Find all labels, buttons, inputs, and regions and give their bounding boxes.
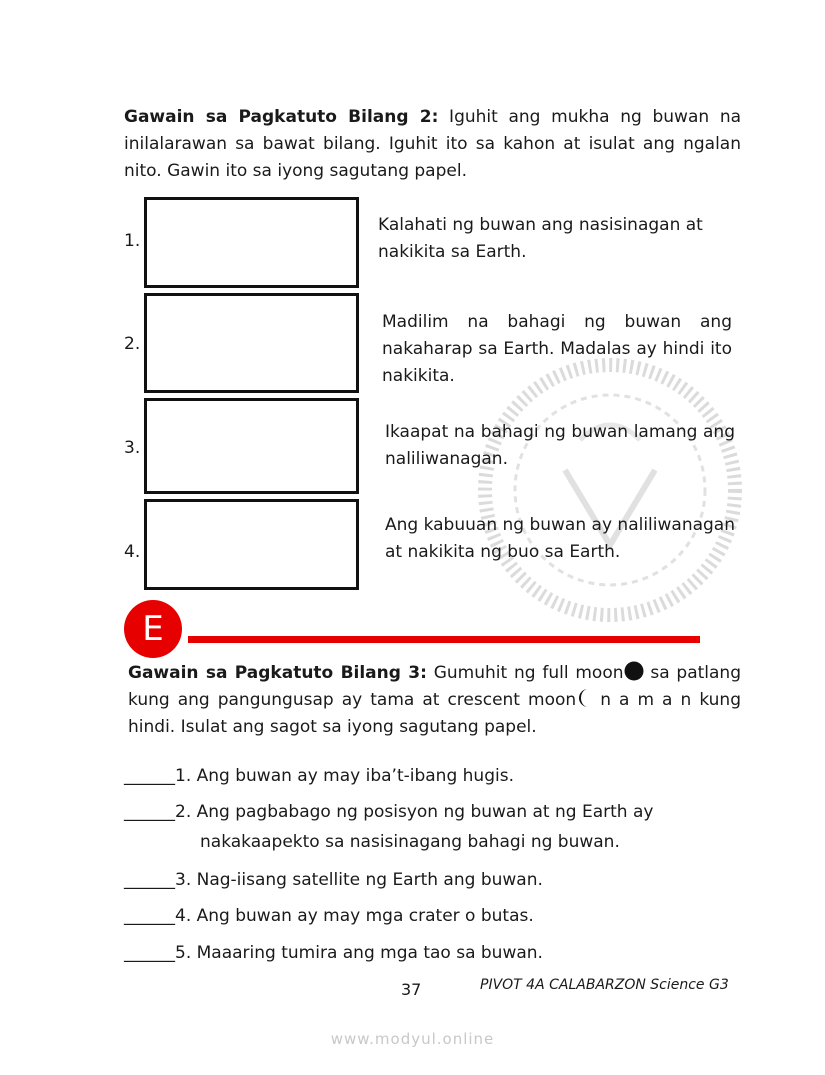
- statement-2-text: 2. Ang pagbabago ng posisyon ng buwan at ng Earth ay: [175, 802, 654, 822]
- activity2-instruction: [124, 104, 741, 185]
- statement-1: [124, 762, 514, 790]
- answer-blank-5[interactable]: ______: [124, 943, 175, 963]
- answer-blank-1[interactable]: ______: [124, 766, 175, 786]
- item-1-number: 1.: [124, 231, 141, 251]
- drawing-box-2[interactable]: [144, 293, 359, 393]
- page-number: 37: [401, 980, 422, 999]
- activity3-instruction: [128, 660, 741, 741]
- statement-4: [124, 902, 534, 930]
- activity3-text-part3: n a m a n kung hindi. Isulat ang sagot sa iyong sagutang papel.: [128, 690, 741, 737]
- section-e-badge: E: [124, 600, 182, 658]
- footer-title: PIVOT 4A CALABARZON Science G3: [480, 977, 729, 993]
- item-4-description: Ang kabuuan ng buwan ay naliliwanagan at nakikita ng buo sa Earth.: [385, 515, 735, 562]
- answer-blank-3[interactable]: ______: [124, 870, 175, 890]
- crescent-moon-icon: [576, 688, 592, 708]
- item-3-description: Ikaapat na bahagi ng buwan lamang ang naliliwanagan.: [385, 422, 735, 469]
- item-4-number: 4.: [124, 542, 141, 562]
- site-watermark: www.modyul.online: [330, 1030, 495, 1048]
- statement-1-text: 1. Ang buwan ay may iba’t-ibang hugis.: [175, 766, 514, 786]
- statement-5: [124, 939, 543, 967]
- statement-4-text: 4. Ang buwan ay may mga crater o butas.: [175, 906, 534, 926]
- statement-3: [124, 866, 543, 894]
- activity3-text-part1: Gumuhit ng full moon: [426, 663, 624, 683]
- full-moon-icon: [624, 661, 644, 681]
- item-1-description: Kalahati ng buwan ang nasisinagan at nakikita sa Earth.: [378, 215, 703, 262]
- activity3-text-part2: sa patlang kung ang pangungusap ay tama at crescent moon: [128, 663, 742, 710]
- answer-blank-2[interactable]: ______: [124, 802, 175, 822]
- activity2-title: Gawain sa Pagkatuto Bilang 2:: [124, 107, 439, 127]
- item-2-number: 2.: [124, 334, 141, 354]
- item-2-description: Madilim na bahagi ng buwan ang nakaharap sa Earth. Madalas ay hindi ito nakikita.: [382, 312, 732, 386]
- drawing-box-1[interactable]: [144, 197, 359, 288]
- statement-5-text: 5. Maaaring tumira ang mga tao sa buwan.: [175, 943, 543, 963]
- drawing-box-4[interactable]: [144, 499, 359, 590]
- statement-2-continuation: nakakaapekto sa nasisinagang bahagi ng buwan.: [200, 832, 620, 852]
- answer-blank-4[interactable]: ______: [124, 906, 175, 926]
- activity2-instruction-text: Iguhit ang mukha ng buwan na inilalarawan sa bawat bilang. Iguhit ito sa kahon at isulat ang ngalan nito. Gawin ito sa iyong sagutang papel.: [124, 107, 742, 181]
- drawing-box-3[interactable]: [144, 398, 359, 494]
- statement-2: [124, 798, 653, 826]
- statement-3-text: 3. Nag-iisang satellite ng Earth ang buwan.: [175, 870, 543, 890]
- item-3-number: 3.: [124, 438, 141, 458]
- activity3-title: Gawain sa Pagkatuto Bilang 3:: [128, 663, 427, 683]
- section-divider-line: [188, 636, 700, 643]
